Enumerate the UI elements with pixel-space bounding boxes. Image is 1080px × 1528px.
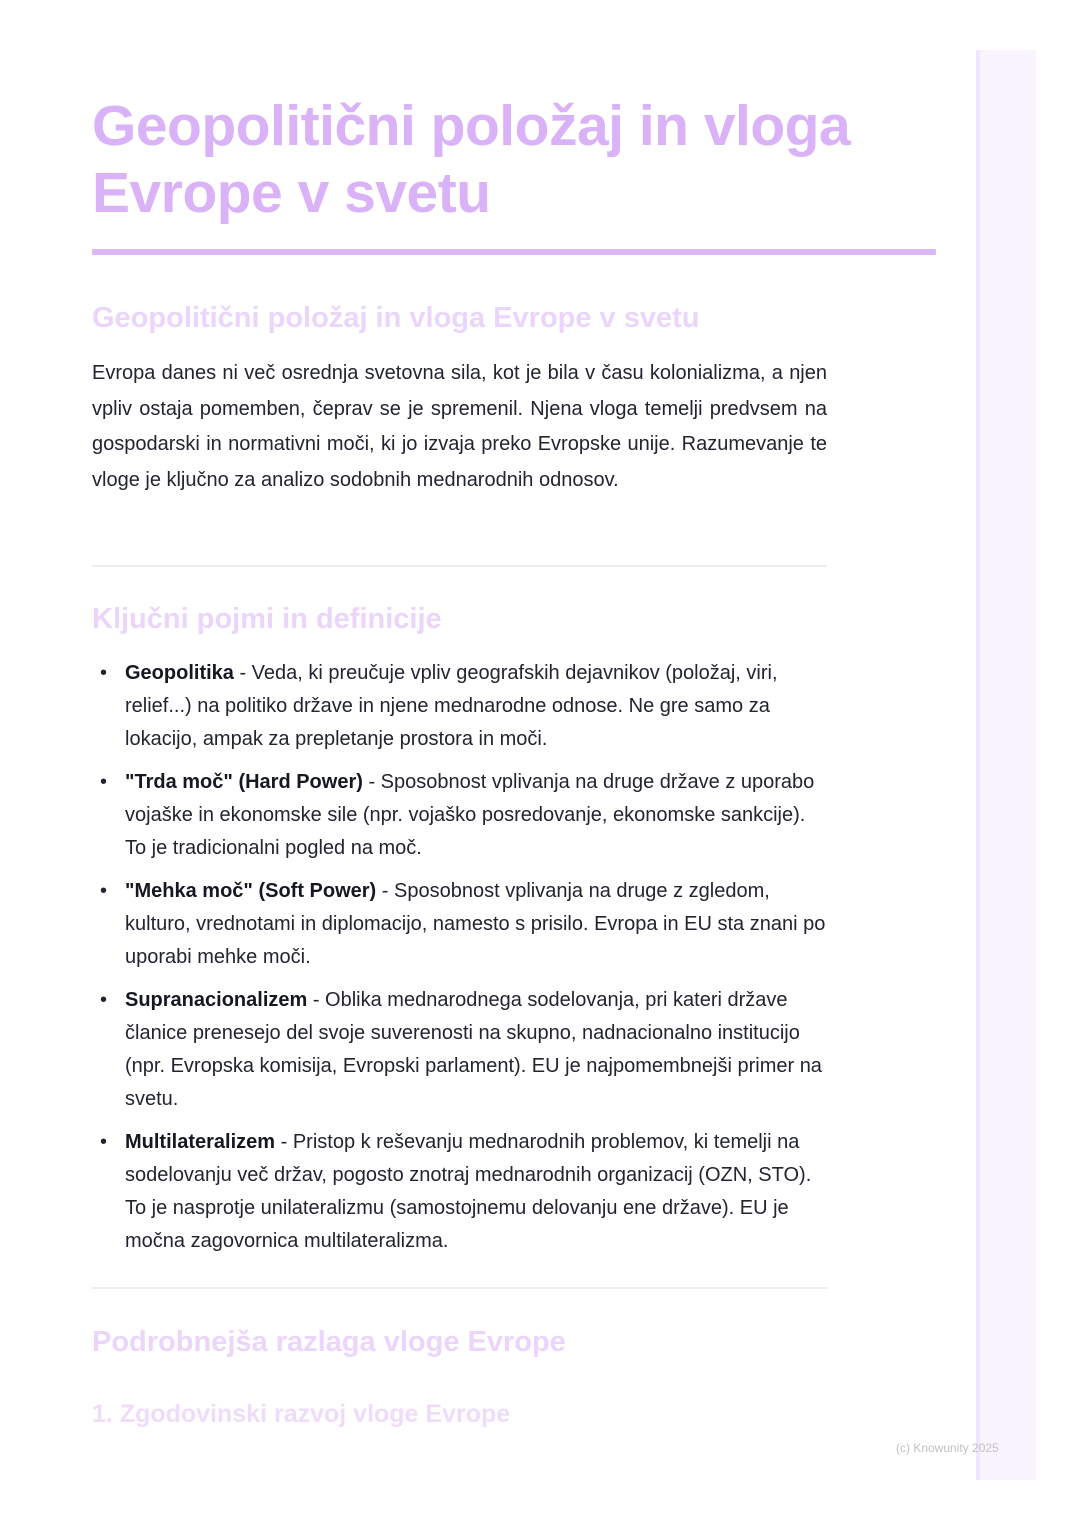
key-terms-list <box>92 657 827 1268</box>
bullet-icon: • <box>100 880 108 902</box>
section-divider <box>92 1287 827 1289</box>
list-item <box>92 657 827 756</box>
term-name: "Mehka moč" (Soft Power) <box>125 880 377 902</box>
bullet-icon: • <box>100 662 108 684</box>
list-item <box>92 875 827 974</box>
term-definition: - Oblika mednarodnega sodelovanja, pri kateri države članice prenesejo del svoje suverenosti na skupno, nadnacionalno institucijo (npr. Evropska komisija, Evropski parlament). EU je najpomembnejši primer na svetu. <box>125 989 822 1110</box>
bullet-icon: • <box>100 1131 108 1153</box>
copyright-notice: (c) Knowunity 2025 <box>896 1441 999 1455</box>
intro-heading: Geopolitični položaj in vloga Evrope v svetu <box>92 302 700 334</box>
term-name: Multilateralizem <box>125 1131 276 1153</box>
key-terms-heading: Ključni pojmi in definicije <box>92 603 442 635</box>
list-item <box>92 1126 827 1258</box>
intro-paragraph: Evropa danes ni več osrednja svetovna sila, kot je bila v času kolonializma, a njen vpliv ostaja pomemben, čeprav se je spremenil. Njena vloga temelji predvsem na gospodarski in normativni moči, ki jo izvaja preko Evropske unije. Razumevanje te vloge je ključno za analizo sodobnih mednarodnih odnosov. <box>92 362 827 491</box>
detail-subheading: 1. Zgodovinski razvoj vloge Evrope <box>92 1400 511 1428</box>
bullet-icon: • <box>100 989 108 1011</box>
detail-heading: Podrobnejša razlaga vloge Evrope <box>92 1326 566 1358</box>
term-definition: - Sposobnost vplivanja na druge države z uporabo vojaške in ekonomske sile (npr. vojaško posredovanje, ekonomske sankcije). To je tradicionalni pogled na moč. <box>125 771 815 859</box>
term-name: "Trda moč" (Hard Power) <box>125 771 363 793</box>
document-title: Geopolitični položaj in vloga Evrope v svetu <box>92 94 851 225</box>
term-definition: - Sposobnost vplivanja na druge z zgledom, kulturo, vrednotami in diplomacijo, namesto s prisilo. Evropa in EU sta znani po uporabi mehke moči. <box>125 880 826 968</box>
page-side-strip <box>976 50 1036 1480</box>
section-divider <box>92 565 827 567</box>
term-definition: - Veda, ki preučuje vpliv geografskih dejavnikov (položaj, viri, relief...) na politiko države in njene mednarodne odnose. Ne gre samo za lokacijo, ampak za prepletanje prostora in moči. <box>125 662 778 750</box>
list-item <box>92 984 827 1116</box>
title-underline <box>92 249 936 255</box>
bullet-icon: • <box>100 771 108 793</box>
list-item <box>92 766 827 865</box>
term-definition: - Pristop k reševanju mednarodnih problemov, ki temelji na sodelovanju več držav, pogosto znotraj mednarodnih organizacij (OZN, STO). To je nasprotje unilateralizmu (samostojnemu delovanju ene države). EU je močna zagovornica multilateralizma. <box>125 1131 812 1252</box>
term-name: Supranacionalizem <box>125 989 308 1011</box>
term-name: Geopolitika <box>125 662 234 684</box>
